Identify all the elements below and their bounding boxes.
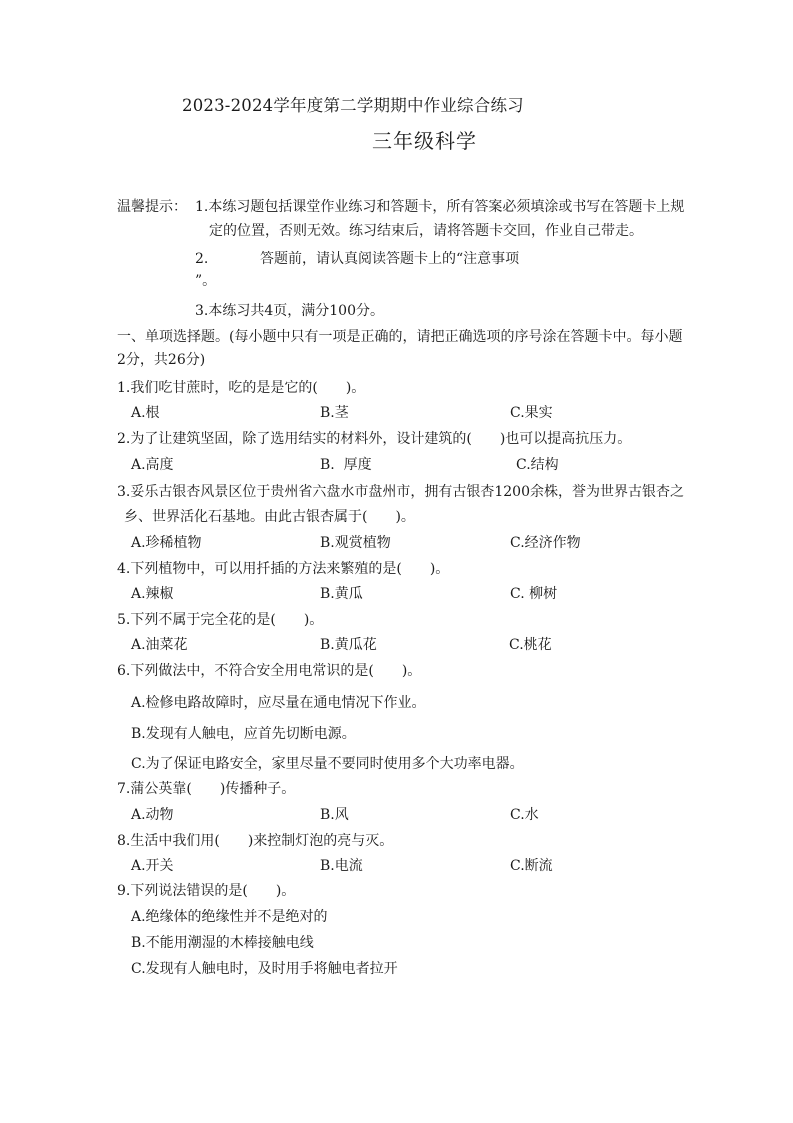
question-7-option-b: B.风 <box>320 807 349 823</box>
question-1-option-a: A.根 <box>131 405 160 421</box>
page-subtitle: 三年级科学 <box>372 129 477 153</box>
question-7-option-c: C.水 <box>510 807 539 823</box>
question-4-option-b: B.黄瓜 <box>320 586 363 602</box>
question-6-option-c: C.为了保证电路安全，家里尽量不要同时使用多个大功率电器。 <box>131 756 524 772</box>
question-1-stem: 1.我们吃甘蔗时，吃的是是它的( )。 <box>117 380 366 396</box>
section-1-heading-line-2: 2分，共26分) <box>117 352 206 368</box>
question-3-stem-line-2: 乡、世界活化石基地。由此古银杏属于( )。 <box>124 509 415 525</box>
question-5-option-c: C.桃花 <box>509 637 552 653</box>
page-title: 2023-2024学年度第二学期期中作业综合练习 <box>182 96 524 115</box>
question-9-option-b: B.不能用潮湿的木棒接触电线 <box>131 935 314 951</box>
question-4-option-c: C. 柳树 <box>510 586 558 602</box>
question-5-stem: 5.下列不属于完全花的是( )。 <box>117 612 324 628</box>
question-8-stem: 8.生活中我们用( )来控制灯泡的亮与灭。 <box>117 833 394 849</box>
question-1-option-b: B.茎 <box>320 405 349 421</box>
question-9-stem: 9.下列说法错误的是( )。 <box>117 883 296 899</box>
question-2-option-a: A.高度 <box>131 457 174 473</box>
question-1-option-c: C.果实 <box>510 405 553 421</box>
question-8-option-c: C.断流 <box>510 858 553 874</box>
section-1-heading: 一、单项选择题。(每小题中只有一项是正确的，请把正确选项的序号涂在答题卡中。每小题 <box>117 329 683 345</box>
question-4-option-a: A.辣椒 <box>131 586 174 602</box>
tip-2-text: 答题前，请认真阅读答题卡上的“注意事项 <box>260 251 520 267</box>
question-9-option-a: A.绝缘体的绝缘性并不是绝对的 <box>131 909 328 925</box>
question-8-option-a: A.开关 <box>131 858 174 874</box>
question-7-option-a: A.动物 <box>131 807 174 823</box>
question-6-option-a: A.检修电路故障时，应尽量在通电情况下作业。 <box>131 695 426 711</box>
question-5-option-a: A.油菜花 <box>131 637 188 653</box>
question-7-stem: 7.蒲公英靠( )传播种子。 <box>117 781 296 797</box>
question-8-option-b: B.电流 <box>320 858 363 874</box>
question-5-option-b: B.黄瓜花 <box>320 637 377 653</box>
tips-label: 温馨提示： <box>117 199 187 215</box>
question-2-option-c: C.结构 <box>516 457 559 473</box>
tip-2-tail: ”。 <box>195 273 217 289</box>
question-6-stem: 6.下列做法中，不符合安全用电常识的是( )。 <box>117 663 422 679</box>
question-6-option-b: B.发现有人触电，应首先切断电源。 <box>131 726 356 742</box>
question-2-stem: 2.为了让建筑坚固，除了选用结实的材料外，设计建筑的( )也可以提高抗压力。 <box>117 431 632 447</box>
tip-2-number: 2. <box>195 251 209 267</box>
tip-3: 3.本练习共4页，满分100分。 <box>195 303 384 319</box>
question-9-option-c: C.发现有人触电时，及时用手将触电者拉开 <box>131 961 398 977</box>
question-3-stem: 3.妥乐古银杏风景区位于贵州省六盘水市盘州市，拥有古银杏1200余株，誉为世界古银杏之 <box>117 484 684 500</box>
question-4-stem: 4.下列植物中，可以用扦插的方法来繁殖的是( )。 <box>117 561 450 577</box>
question-2-option-b: B. 厚度 <box>320 457 372 473</box>
question-3-option-c: C.经济作物 <box>510 535 581 551</box>
question-3-option-b: B.观赏植物 <box>320 535 391 551</box>
tip-1-line-1: 1.本练习题包括课堂作业练习和答题卡，所有答案必须填涂或书写在答题卡上规 <box>195 199 685 215</box>
question-3-option-a: A.珍稀植物 <box>131 535 202 551</box>
tip-1-line-2: 定的位置，否则无效。练习结束后，请将答题卡交回，作业自己带走。 <box>209 223 643 239</box>
